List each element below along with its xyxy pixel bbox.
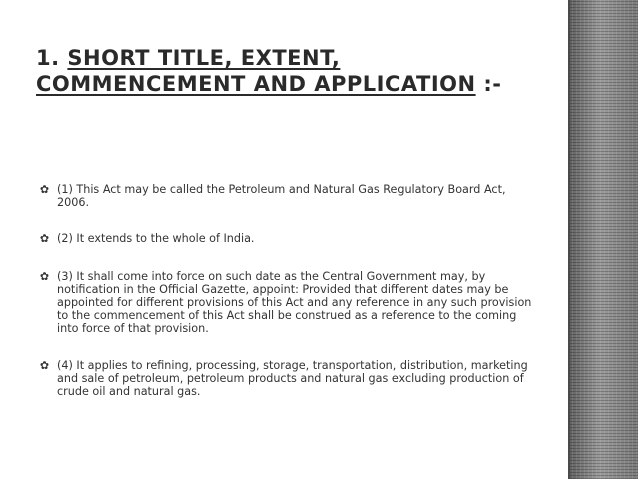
- title-line-1: SHORT TITLE, EXTENT,: [67, 46, 341, 70]
- bullet-item: [36, 232, 536, 245]
- wheel-icon: ✿: [39, 183, 50, 196]
- bullet-item: [36, 359, 536, 398]
- bullet-text: (2) It extends to the whole of India.: [57, 232, 255, 245]
- bullet-text: (4) It applies to refining, processing, storage, transportation, distribution, marketing and sale of petroleum, petroleum products and natural gas excluding production of crude oil and natural gas.: [57, 359, 528, 398]
- title-suffix: :-: [483, 72, 502, 96]
- title-line-2: COMMENCEMENT AND APPLICATION: [36, 72, 476, 96]
- bullet-text: (1) This Act may be called the Petroleum and Natural Gas Regulatory Board Act, 2006.: [57, 183, 506, 209]
- wheel-icon: ✿: [39, 232, 50, 245]
- bullet-list: [36, 183, 536, 421]
- decorative-side-strip: [568, 0, 638, 479]
- bullet-item: [36, 183, 536, 209]
- title-number: 1.: [36, 46, 60, 70]
- wheel-icon: ✿: [39, 270, 50, 283]
- slide-title: [36, 45, 556, 97]
- wheel-icon: ✿: [39, 359, 50, 372]
- bullet-text: (3) It shall come into force on such date as the Central Government may, by notification in the Official Gazette, appoint: Provided that different dates may be appointed for different provisions of this Act and any reference in any such provision to the commencement of this Act shall be construed as a reference to the coming into force of that provision.: [57, 270, 532, 335]
- bullet-item: [36, 270, 536, 335]
